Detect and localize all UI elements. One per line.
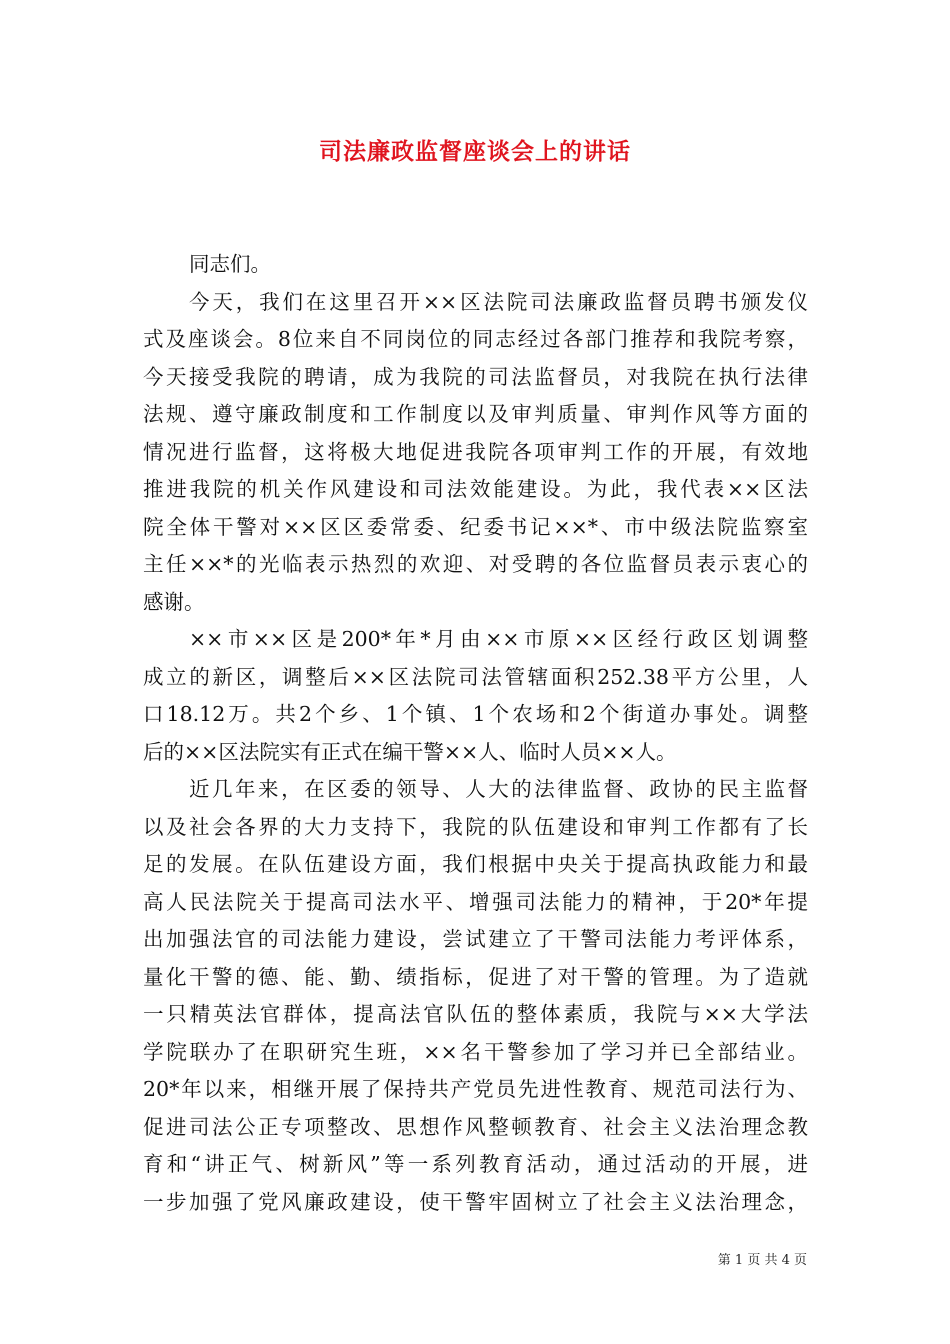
text-line: 足的发展。在队伍建设方面，我们根据中央关于提高执政能力和最 [143, 852, 808, 876]
text-line: 后的××区法院实有正式在编干警××人、临时人员××人。 [143, 739, 677, 764]
text-line: 主任××*的光临表示热烈的欢迎、对受聘的各位监督员表示衷心的 [143, 552, 808, 576]
document-body [143, 246, 808, 1221]
text-line: 今天接受我院的聘请，成为我院的司法监督员，对我院在执行法律 [143, 364, 808, 389]
text-line: 以及社会各界的大力支持下，我院的队伍建设和审判工作都有了长 [143, 814, 808, 839]
text-line: 学院联办了在职研究生班，××名干警参加了学习并已全部结业。 [143, 1039, 808, 1064]
text-line: 促进司法公正专项整改、思想作风整顿教育、社会主义法治理念教 [143, 1114, 808, 1139]
page-number: 第 1 页 共 4 页 [717, 1253, 807, 1268]
text-line: 情况进行监督，这将极大地促进我院各项审判工作的开展，有效地 [143, 439, 808, 464]
text-line: 一步加强了党风廉政建设，使干警牢固树立了社会主义法治理念， [143, 1189, 808, 1214]
text-line: 近几年来，在区委的领导、人大的法律监督、政协的民主监督 [189, 777, 808, 801]
text-line: 量化干警的德、能、勤、绩指标，促进了对干警的管理。为了造就 [143, 964, 808, 989]
text-line: 成立的新区，调整后××区法院司法管辖面积252.38平方公里，人 [143, 664, 808, 689]
text-line: 20*年以来，相继开展了保持共产党员先进性教育、规范司法行为、 [143, 1077, 808, 1101]
text-line: 育和“讲正气、树新风”等一系列教育活动，通过活动的开展，进 [143, 1152, 808, 1176]
text-line: 一只精英法官群体，提高法官队伍的整体素质，我院与××大学法 [143, 1002, 808, 1026]
text-line: ××市××区是200*年*月由××市原××区经行政区划调整 [189, 627, 808, 651]
text-line: 高人民法院关于提高司法水平、增强司法能力的精神，于20*年提 [143, 889, 808, 914]
text-line: 今天，我们在这里召开××区法院司法廉政监督员聘书颁发仪 [189, 289, 808, 314]
text-line: 推进我院的机关作风建设和司法效能建设。为此，我代表××区法 [143, 477, 808, 501]
text-line: 法规、遵守廉政制度和工作制度以及审判质量、审判作风等方面的 [143, 402, 808, 426]
text-line: 感谢。 [143, 589, 205, 614]
text-line: 院全体干警对××区区委常委、纪委书记××*、市中级法院监察室 [143, 514, 808, 539]
text-line: 式及座谈会。8位来自不同岗位的同志经过各部门推荐和我院考察， [143, 327, 808, 351]
page-title: 司法廉政监督座谈会上的讲话 [319, 138, 631, 165]
text-line: 口18.12万。共2个乡、1个镇、1个农场和2个街道办事处。调整 [143, 702, 808, 726]
text-line: 出加强法官的司法能力建设，尝试建立了干警司法能力考评体系， [143, 927, 808, 951]
greeting-line: 同志们。 [189, 252, 271, 276]
